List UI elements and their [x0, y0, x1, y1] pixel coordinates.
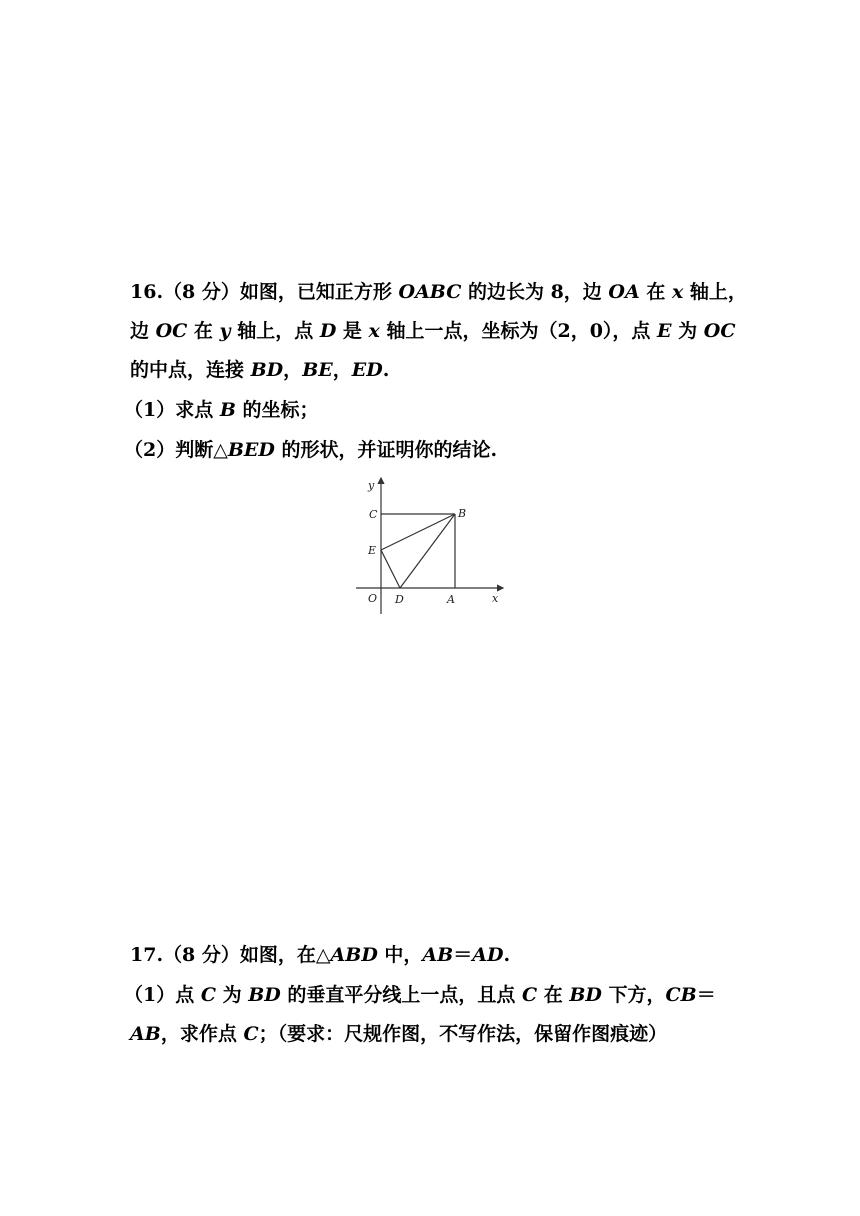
- label-e: E: [368, 544, 377, 557]
- label-a: A: [447, 593, 455, 606]
- segment-bd: [400, 514, 455, 588]
- geometry-figure: [340, 470, 520, 620]
- q16-part-2: （2）判断△BED 的形状，并证明你的结论.: [124, 439, 498, 461]
- segment-ed: [381, 550, 400, 588]
- q16-line-2: 边 OC 在 y 轴上，点 D 是 x 轴上一点，坐标为（2，0），点 E 为 OC: [130, 320, 736, 342]
- label-x: x: [492, 592, 499, 605]
- q17-line-1: 17.（8 分）如图，在△ABD 中，AB＝AD.: [130, 944, 511, 966]
- q16-line-3: 的中点，连接 BD，BE，ED.: [130, 359, 390, 381]
- label-y: y: [368, 479, 375, 492]
- q16-line-1: 16.（8 分）如图，已知正方形 OABC 的边长为 8，边 OA 在 x 轴上，: [130, 281, 747, 303]
- label-c: C: [369, 508, 378, 521]
- label-o: O: [368, 592, 378, 605]
- segment-be: [381, 514, 455, 550]
- label-b: B: [458, 507, 467, 520]
- label-d: D: [395, 593, 404, 606]
- q17-part-1-line-2: AB，求作点 C；（要求：尺规作图，不写作法，保留作图痕迹）: [130, 1023, 668, 1045]
- q17-part-1-line-1: （1）点 C 为 BD 的垂直平分线上一点，且点 C 在 BD 下方，CB＝: [124, 984, 716, 1006]
- q16-part-1: （1）求点 B 的坐标；: [124, 399, 319, 421]
